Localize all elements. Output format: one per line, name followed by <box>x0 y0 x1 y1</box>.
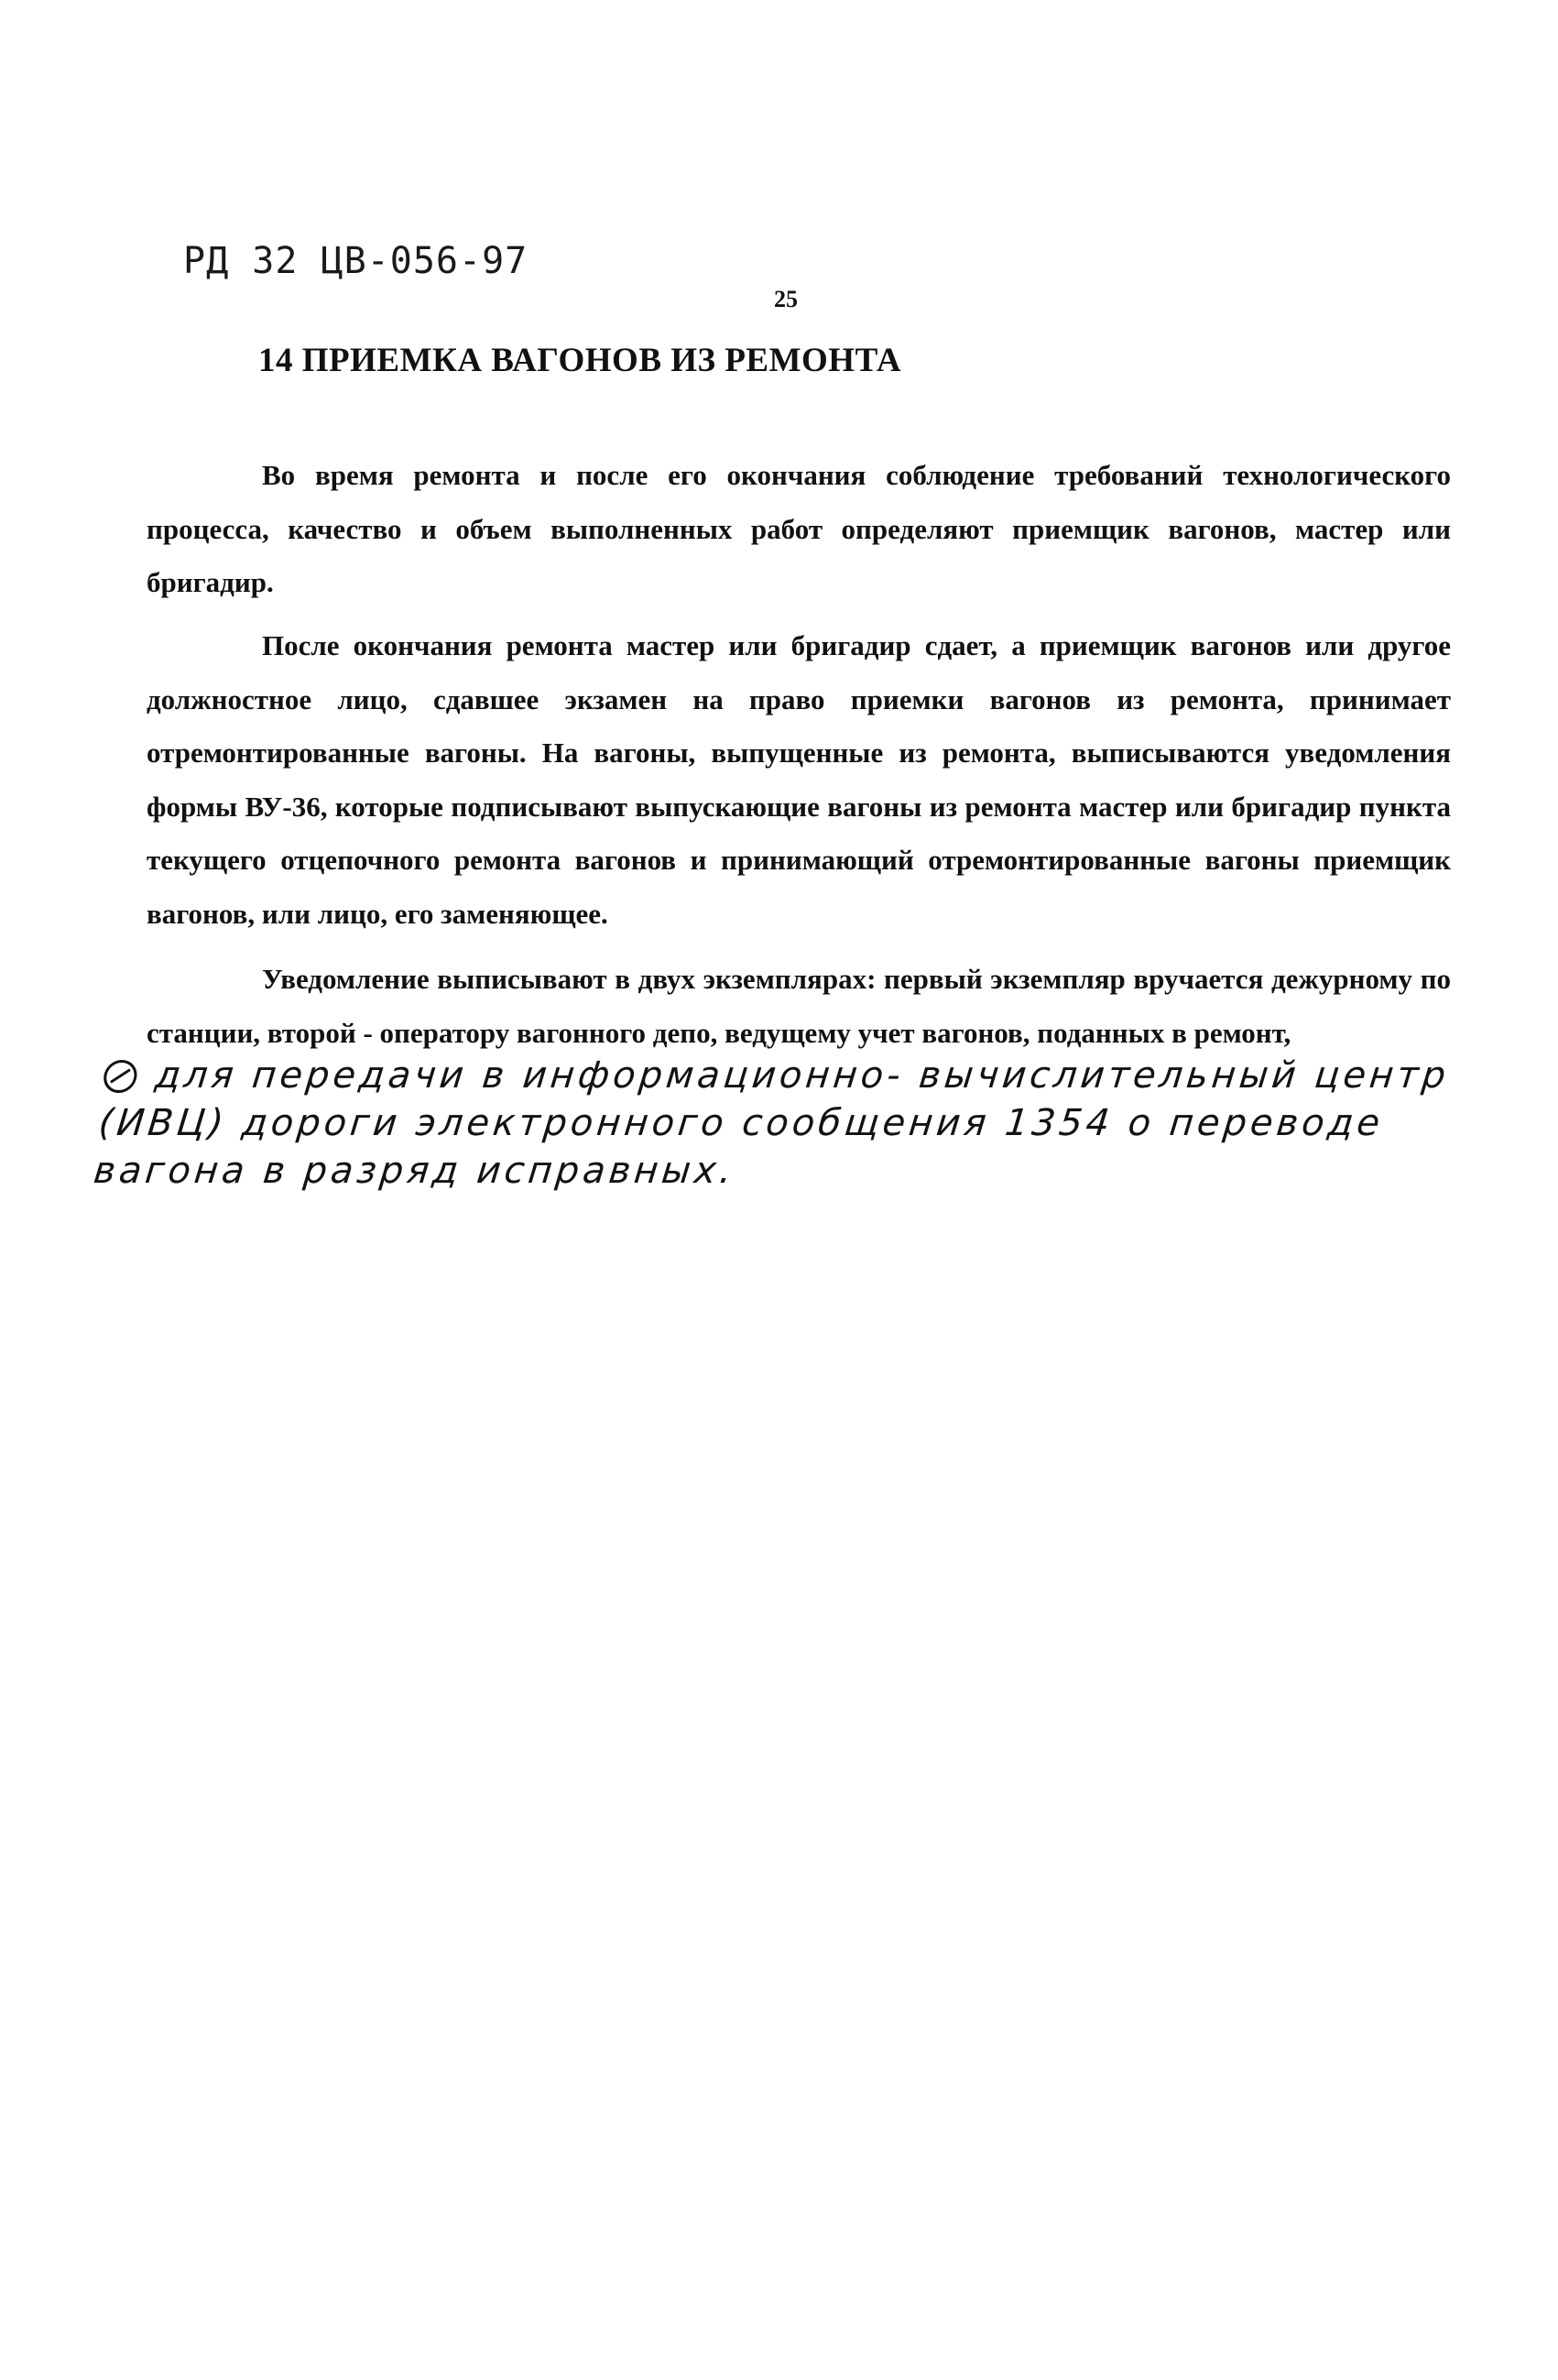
handwritten-note <box>92 1052 1453 1195</box>
handwritten-note-text: для передачи в информационно- вычислительный центр (ИВЦ) дороги электронного сообщения 1354 о переводе вагона в разряд исправных. <box>92 1054 1452 1192</box>
paragraph-2: После окончания ремонта мастер или бригадир сдает, а приемщик вагонов или другое должностное лицо, сдавшее экзамен на право приемки вагонов из ремонта, принимает отремонтированные вагоны. На вагоны, выпущенные из ремонта, выписываются уведомления формы ВУ-36, которые подписывают выпускающие вагоны из ремонта мастер или бригадир пункта текущего отцепочного ремонта вагонов и принимающий отремонтированные вагоны приемщик вагонов, или лицо, его заменяющее. <box>147 629 1451 930</box>
document-code: РД 32 ЦВ-056-97 <box>183 240 528 282</box>
paragraph-3: Уведомление выписывают в двух экземплярах: первый экземпляр вручается дежурному по станции, второй - оператору вагонного депо, ведущему учет вагонов, поданных в ремонт, <box>147 963 1451 1049</box>
page-number: 25 <box>774 286 798 312</box>
paragraph-1: Во время ремонта и после его окончания соблюдение требований технологического процесса, качество и объем выполненных работ определяют приемщик вагонов, мастер или бригадир. <box>147 459 1451 598</box>
strikethrough-circle-icon <box>102 1060 138 1093</box>
section-title: 14 ПРИЕМКА ВАГОНОВ ИЗ РЕМОНТА <box>258 342 902 379</box>
